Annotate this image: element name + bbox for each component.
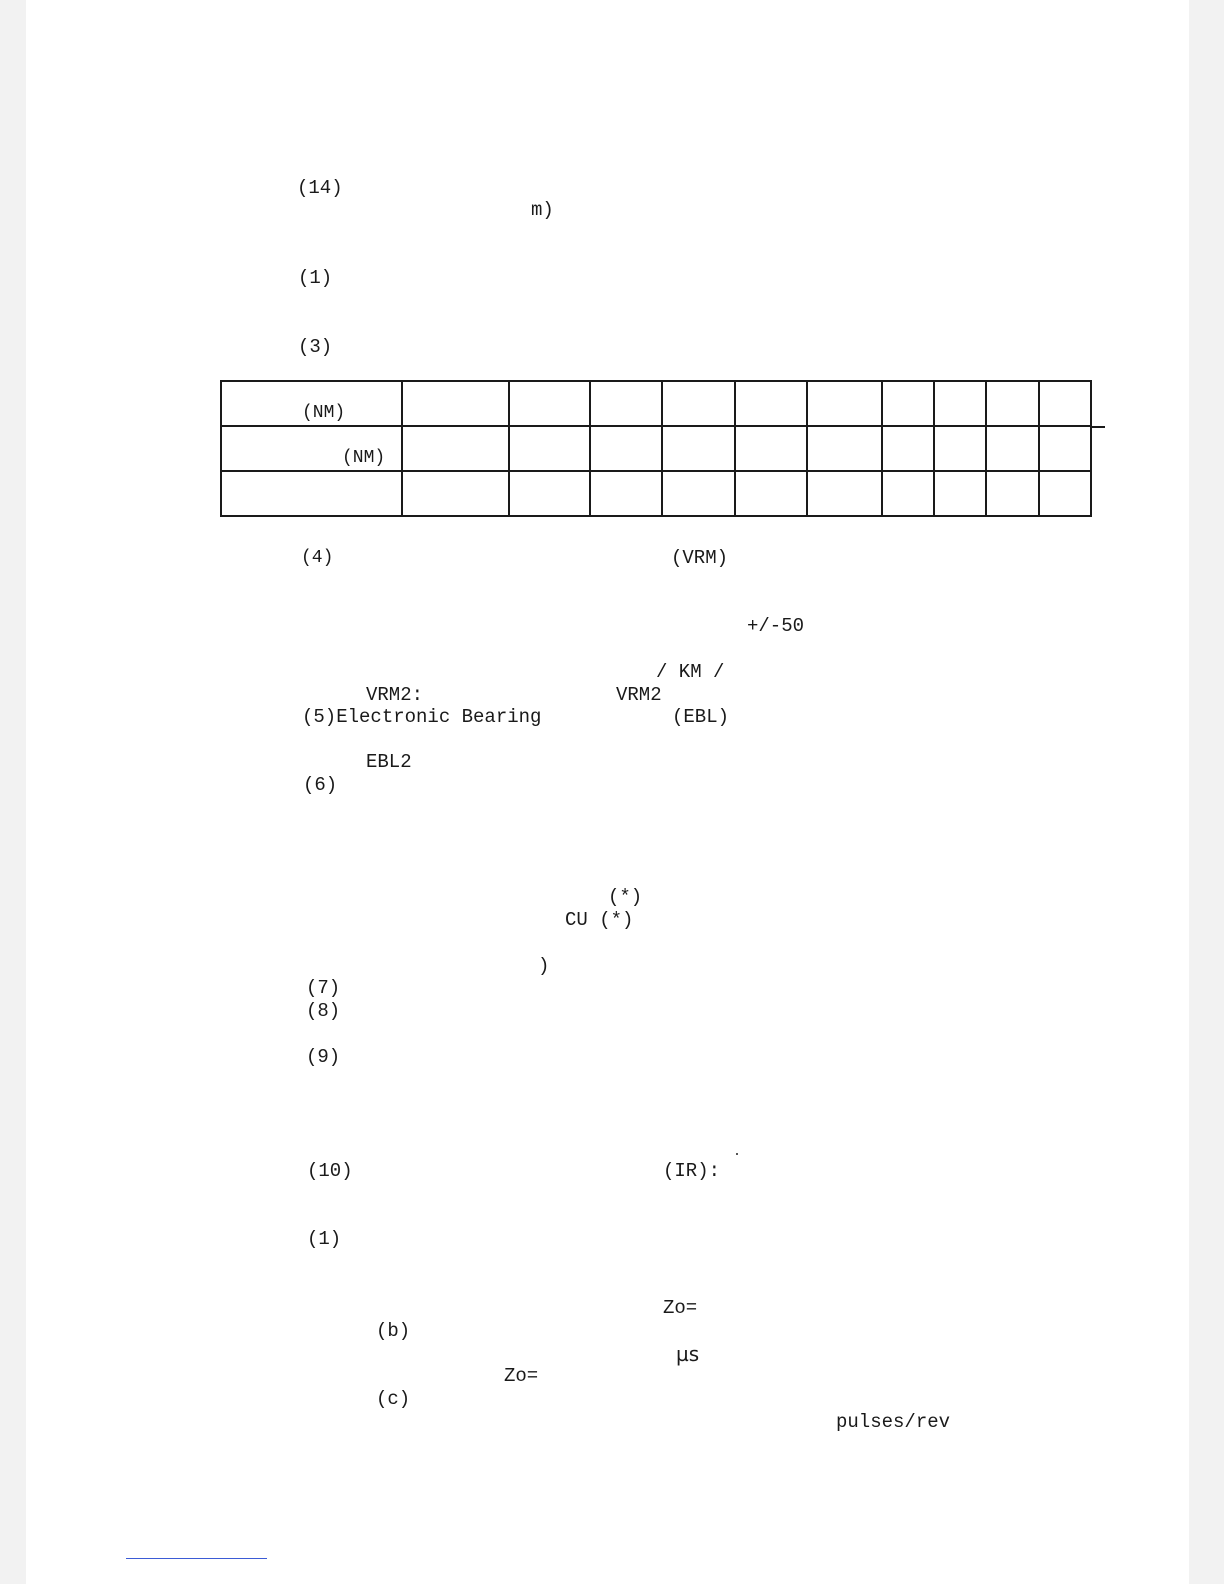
table-cell <box>221 471 402 516</box>
km-unit: / KM / <box>656 661 725 683</box>
item-1b: (1) <box>307 1228 342 1250</box>
table-cell <box>221 381 402 426</box>
item-7: (7) <box>306 977 341 999</box>
electronic-bearing: (5)Electronic Bearing <box>302 706 542 728</box>
ebl-label: (EBL) <box>672 706 730 728</box>
zo-label-1: Zo= <box>663 1297 698 1319</box>
item-4: (4) <box>301 548 334 568</box>
item-1: (1) <box>298 267 333 289</box>
closing-paren: ) <box>538 955 550 977</box>
plus-minus-50: +/-50 <box>747 615 805 637</box>
item-10: (10) <box>307 1160 353 1182</box>
item-9: (9) <box>306 1046 341 1068</box>
table-tail-rule <box>1091 426 1105 428</box>
item-14: (14) <box>297 177 343 199</box>
row-label-nm-2: (NM) <box>342 448 386 468</box>
range-table <box>220 380 1092 517</box>
cu-star: CU (*) <box>565 909 634 931</box>
footnote-rule <box>126 1558 267 1559</box>
pulses-per-rev: pulses/rev <box>836 1411 951 1433</box>
vrm2-value: VRM2 <box>616 684 662 706</box>
ir-label: (IR): <box>663 1160 721 1182</box>
table-row <box>221 381 1091 426</box>
item-c: (c) <box>376 1388 411 1410</box>
table-cell <box>221 426 402 471</box>
microseconds-unit: µs <box>676 1342 700 1366</box>
star-mark: (*) <box>608 886 643 908</box>
item-3: (3) <box>298 336 333 358</box>
item-6: (6) <box>303 774 338 796</box>
vrm2-label: VRM2: <box>366 684 424 706</box>
table-row <box>221 426 1091 471</box>
zo-label-2: Zo= <box>504 1365 539 1387</box>
table-row <box>221 471 1091 516</box>
scan-speck <box>736 1153 738 1155</box>
item-8: (8) <box>306 1000 341 1022</box>
document-page <box>26 0 1189 1584</box>
unit-m: m) <box>531 199 554 221</box>
row-label-nm: (NM) <box>302 403 346 423</box>
vrm-label: (VRM) <box>671 547 729 569</box>
ebl2-label: EBL2 <box>366 751 412 773</box>
item-b: (b) <box>376 1320 411 1342</box>
